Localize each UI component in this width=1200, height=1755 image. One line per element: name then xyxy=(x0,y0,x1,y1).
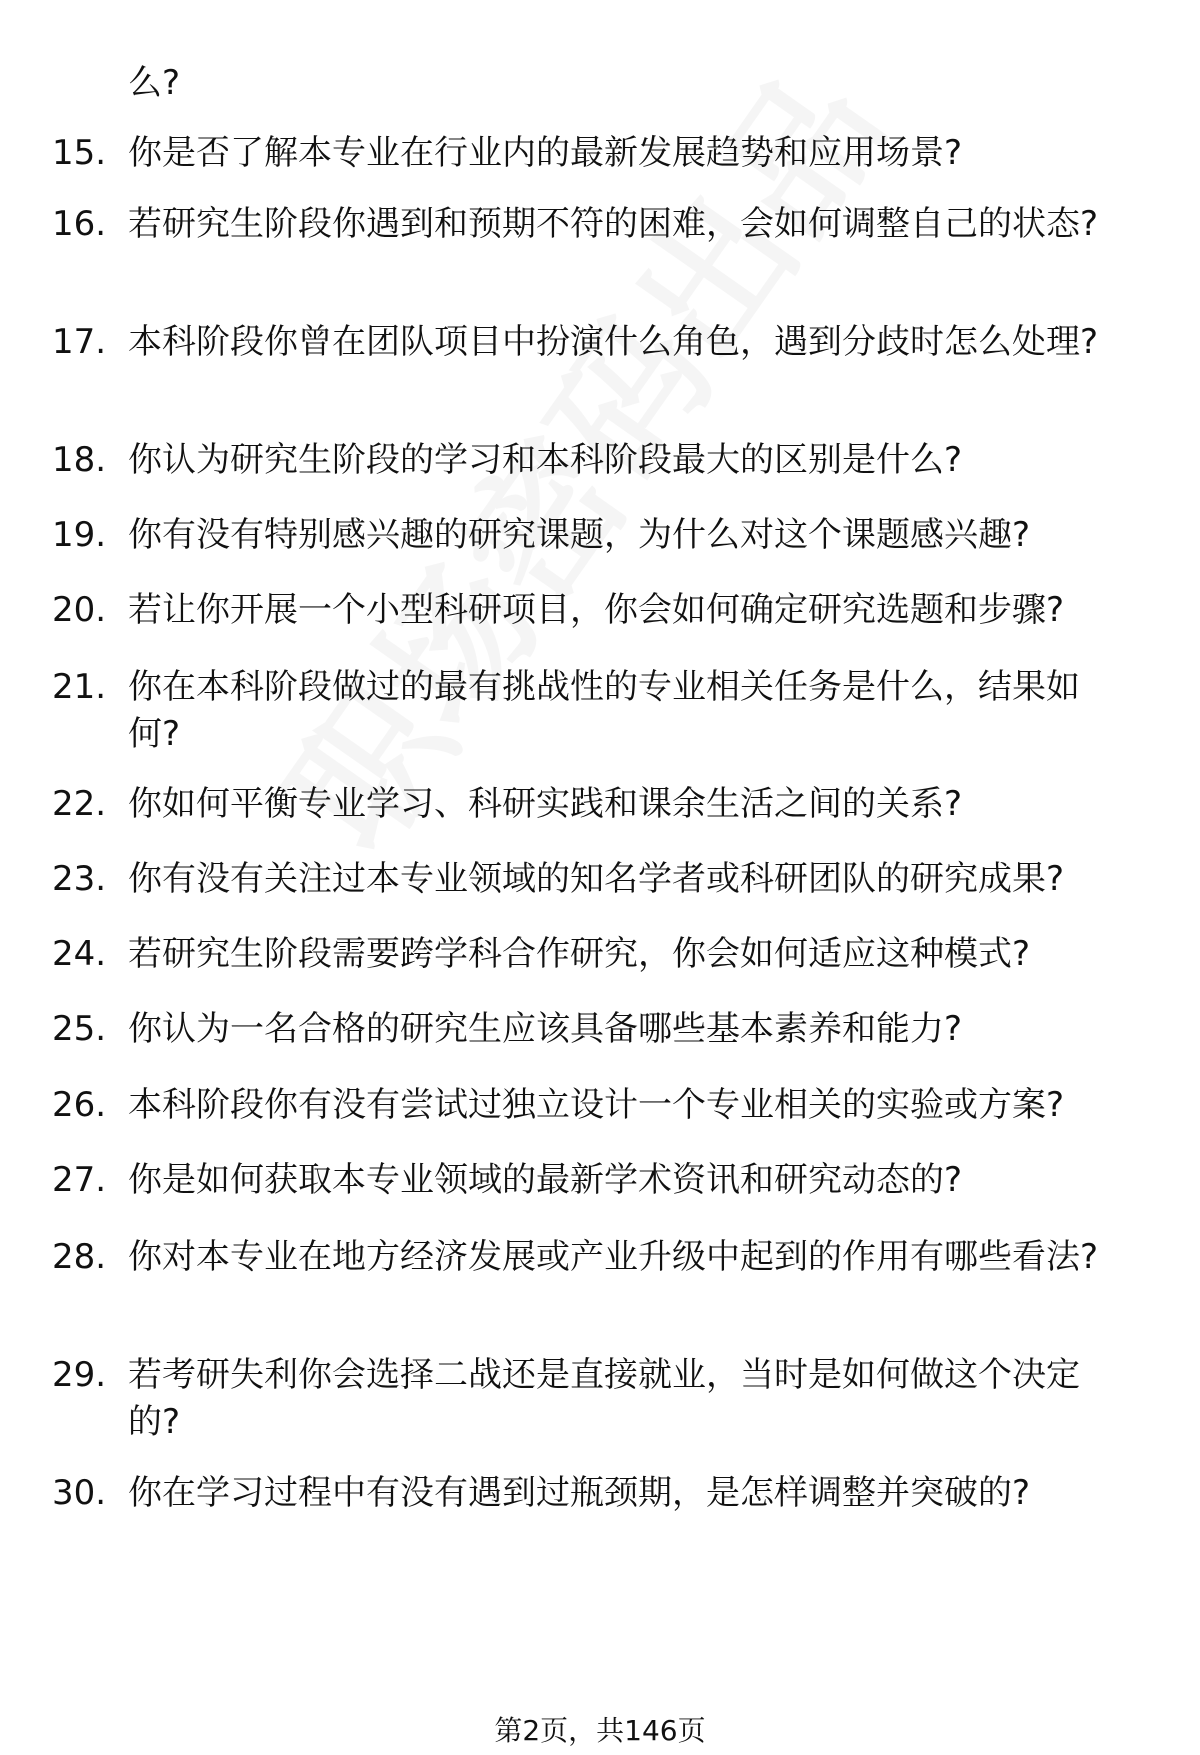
item-text: 你认为一名合格的研究生应该具备哪些基本素养和能力? xyxy=(128,1009,963,1049)
item-number: 16. xyxy=(52,204,107,244)
list-item xyxy=(52,437,1152,484)
list-item xyxy=(52,1470,1152,1517)
item-number: 27. xyxy=(52,1160,107,1200)
list-item xyxy=(52,130,1152,177)
list-item xyxy=(52,1352,1152,1446)
list-item xyxy=(52,931,1152,978)
list-item xyxy=(52,60,1152,107)
list-item xyxy=(52,1234,1152,1281)
item-text: 本科阶段你有没有尝试过独立设计一个专业相关的实验或方案? xyxy=(128,1085,1065,1125)
list-item xyxy=(52,319,1152,366)
item-text: 你有没有特别感兴趣的研究课题，为什么对这个课题感兴趣? xyxy=(128,515,1031,555)
list-item xyxy=(52,856,1152,903)
item-number: 19. xyxy=(52,515,107,555)
item-number: 26. xyxy=(52,1085,107,1125)
list-item xyxy=(52,1157,1152,1204)
item-number: 22. xyxy=(52,784,107,824)
list-item xyxy=(52,664,1152,758)
item-text: 你对本专业在地方经济发展或产业升级中起到的作用有哪些看法? xyxy=(128,1237,1099,1277)
item-number: 24. xyxy=(52,934,107,974)
item-text: 你是否了解本专业在行业内的最新发展趋势和应用场景? xyxy=(128,133,963,173)
item-number: 18. xyxy=(52,440,107,480)
item-number: 23. xyxy=(52,859,107,899)
item-text: 你是如何获取本专业领域的最新学术资讯和研究动态的? xyxy=(128,1160,963,1200)
item-text: 你有没有关注过本专业领域的知名学者或科研团队的研究成果? xyxy=(128,859,1065,899)
item-number: 20. xyxy=(52,590,107,630)
item-text: 你在本科阶段做过的最有挑战性的专业相关任务是什么，结果如何? xyxy=(128,667,1080,754)
list-item xyxy=(52,1006,1152,1053)
item-number: 17. xyxy=(52,322,107,362)
item-text: 你认为研究生阶段的学习和本科阶段最大的区别是什么? xyxy=(128,440,963,480)
list-item xyxy=(52,781,1152,828)
list-item xyxy=(52,1082,1152,1129)
item-number: 29. xyxy=(52,1355,107,1395)
item-text: 么? xyxy=(128,63,181,103)
item-text: 你在学习过程中有没有遇到过瓶颈期，是怎样调整并突破的? xyxy=(128,1473,1031,1513)
item-text: 你如何平衡专业学习、科研实践和课余生活之间的关系? xyxy=(128,784,963,824)
item-text: 若考研失利你会选择二战还是直接就业，当时是如何做这个决定的? xyxy=(128,1355,1080,1442)
item-number: 15. xyxy=(52,133,107,173)
list-item xyxy=(52,587,1152,634)
item-text: 本科阶段你曾在团队项目中扮演什么角色，遇到分歧时怎么处理? xyxy=(128,322,1099,362)
item-number: 25. xyxy=(52,1009,107,1049)
list-item xyxy=(52,512,1152,559)
item-text: 若让你开展一个小型科研项目，你会如何确定研究选题和步骤? xyxy=(128,590,1065,630)
item-text: 若研究生阶段需要跨学科合作研究，你会如何适应这种模式? xyxy=(128,934,1031,974)
list-item xyxy=(52,201,1152,248)
item-number: 28. xyxy=(52,1237,107,1277)
item-text: 若研究生阶段你遇到和预期不符的困难，会如何调整自己的状态? xyxy=(128,204,1099,244)
page-footer: 第2页，共146页 xyxy=(494,1714,706,1747)
item-number: 21. xyxy=(52,667,107,707)
item-number: 30. xyxy=(52,1473,107,1513)
